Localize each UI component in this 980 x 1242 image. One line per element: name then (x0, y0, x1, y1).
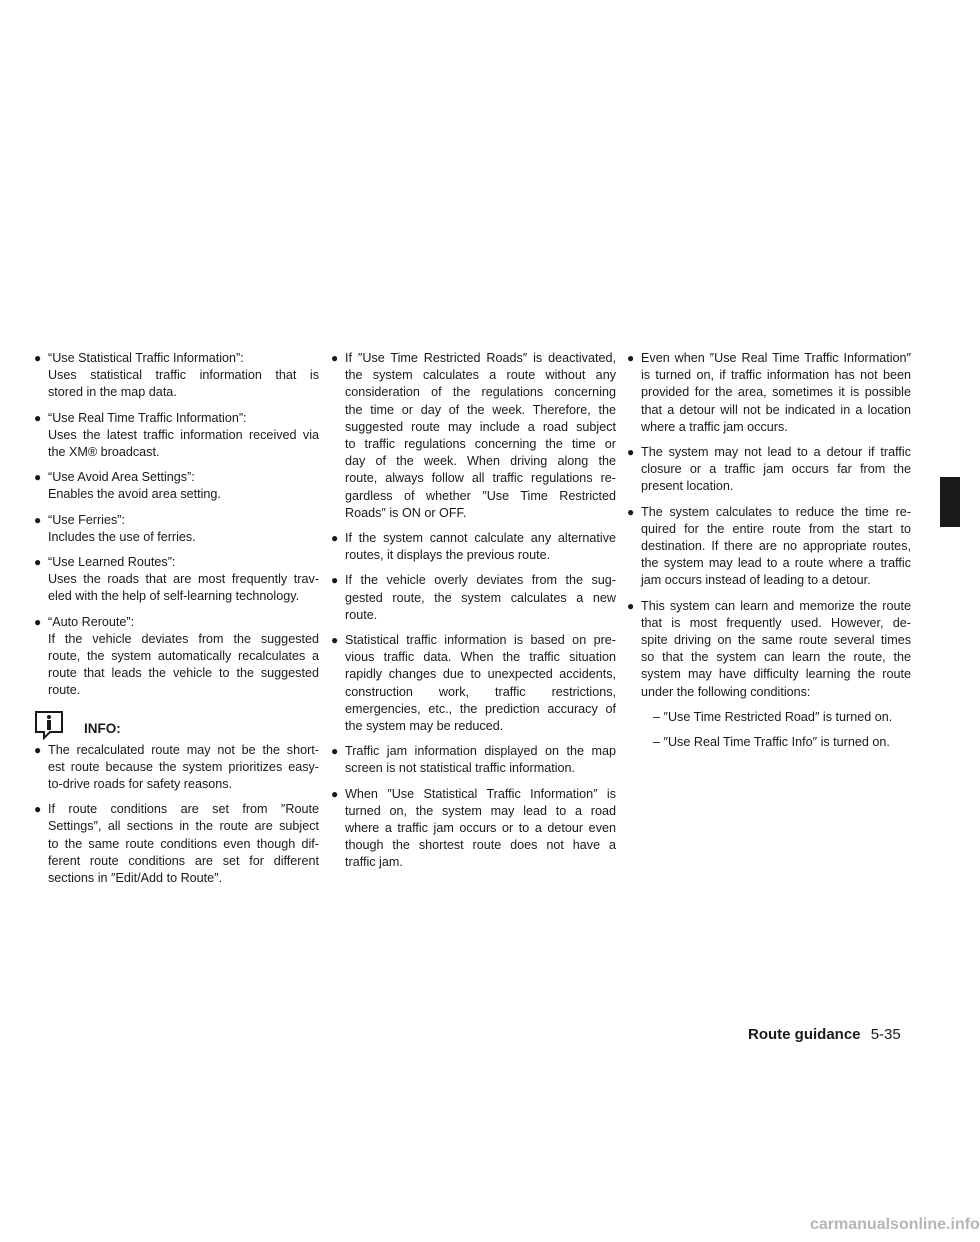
text-line: The recalculated route may not be the short- (48, 742, 319, 757)
bullet-item (331, 530, 616, 564)
text-line: the system may be reduced. (345, 719, 504, 734)
text-line: route, the system automatically recalculates a (48, 649, 319, 664)
text-line: This system can learn and memorize the route (641, 598, 911, 613)
text-line: vious traffic data. When the traffic situation (345, 650, 616, 665)
text-line: The system calculates to reduce the time re- (641, 504, 911, 519)
bullet-item (331, 632, 616, 735)
bullet-item (331, 350, 616, 522)
bullet-icon: ● (331, 573, 339, 588)
text-line: route. (345, 607, 378, 622)
column-1 (34, 350, 319, 895)
setting-title: “Use Ferries”: (48, 512, 125, 527)
text-line: the time or day of the week. Therefore, the (345, 402, 616, 417)
info-icon (34, 710, 64, 740)
text-line: destination. If there are no appropriate routes, (641, 539, 911, 554)
condition-item: – ″Use Real Time Traffic Info″ is turned on. (653, 735, 890, 750)
notes-list (331, 350, 616, 872)
bullet-icon: ● (331, 531, 339, 546)
text-line: that a detour will not be indicated in a location (641, 402, 911, 417)
text-line: Traffic jam information displayed on the map (345, 744, 616, 759)
bullet-icon: ● (627, 598, 635, 613)
text-line: system may have difficulty learning the route (641, 667, 911, 682)
bullet-icon: ● (331, 351, 339, 365)
bullet-icon: ● (627, 504, 635, 519)
bullet-item (34, 512, 319, 546)
bullet-item (331, 572, 616, 624)
chapter-tab (940, 477, 960, 527)
bullet-icon: ● (34, 742, 42, 757)
text-line: that is most frequently used. However, de- (641, 615, 911, 630)
info-label: INFO: (84, 720, 121, 736)
setting-title: “Use Statistical Traffic Information”: (48, 351, 244, 365)
text-line: If the system cannot calculate any alternative (345, 531, 616, 546)
condition-item: – ″Use Time Restricted Road″ is turned on. (653, 709, 893, 724)
text-line: route that leads the vehicle to the suggested (48, 666, 319, 681)
bullet-icon: ● (331, 744, 339, 759)
text-line: present location. (641, 479, 734, 494)
setting-title: “Use Learned Routes”: (48, 555, 176, 570)
text-line: sections in ″Edit/Add to Route″. (48, 871, 223, 886)
text-line: spite driving on the same route several times (641, 633, 911, 648)
text-line: provided for the area, sometimes it is possible (641, 385, 911, 400)
text-line: Enables the avoid area setting. (48, 487, 221, 502)
text-line: Uses the roads that are most frequently trav- (48, 572, 319, 587)
text-line: where a traffic jam occurs or to a detour even (345, 821, 616, 836)
text-line: where a traffic jam occurs. (641, 419, 788, 434)
text-line: suggested route may include a road subject (345, 419, 616, 434)
text-line: Statistical traffic information is based on pre- (345, 633, 616, 648)
text-line: route, always follow all traffic regulations re- (345, 471, 616, 486)
text-line: is turned on, if traffic information has not been (641, 368, 911, 383)
info-notes (34, 742, 319, 888)
bullet-item (331, 743, 616, 777)
text-line: est route because the system prioritizes easy- (48, 759, 319, 774)
text-line: emergencies, etc., the prediction accuracy of (345, 701, 616, 716)
bullet-item (34, 742, 319, 794)
text-line: If the vehicle deviates from the suggested (48, 631, 319, 646)
text-line: routes, it displays the previous route. (345, 548, 551, 563)
text-line: gested route, the system calculates a new (345, 590, 616, 605)
bullet-item (627, 504, 911, 590)
text-line: the system may lead to a route where a traffic (641, 556, 911, 571)
text-line: traffic jam. (345, 855, 403, 870)
text-line: to traffic regulations concerning the time or (345, 437, 616, 452)
text-line: construction work, traffic restrictions, (345, 684, 616, 699)
bullet-item (627, 350, 911, 436)
setting-title: “Use Real Time Traffic Information”: (48, 410, 247, 425)
conditions-list (627, 709, 911, 751)
text-line: Uses the latest traffic information received via (48, 427, 319, 442)
page-footer (748, 1026, 901, 1043)
bullet-icon: ● (331, 633, 339, 648)
bullet-icon: ● (627, 445, 635, 460)
text-line: If the vehicle overly deviates from the sug- (345, 573, 616, 588)
text-line: When ″Use Statistical Traffic Information″ is (345, 786, 616, 801)
text-line: to-drive roads for safety reasons. (48, 777, 233, 792)
text-line: Includes the use of ferries. (48, 529, 196, 544)
text-line: If ″Use Time Restricted Roads″ is deactivated, (345, 351, 616, 365)
text-line: the XM® broadcast. (48, 445, 160, 460)
bullet-icon: ● (331, 786, 339, 801)
text-line: though the shortest route does not have a (345, 838, 616, 853)
text-line: to the same route conditions even though dif- (48, 836, 319, 851)
text-line: turned on, the system may lead to a road (345, 803, 616, 818)
bullet-icon: ● (34, 351, 42, 365)
text-line: under the following conditions: (641, 684, 811, 699)
watermark: carmanualsonline.info (810, 1216, 980, 1233)
notes-list (627, 350, 911, 701)
bullet-item (34, 614, 319, 700)
column-2 (331, 350, 616, 880)
bullet-icon: ● (34, 470, 42, 485)
bullet-item (34, 554, 319, 606)
bullet-item (627, 598, 911, 701)
bullet-item (34, 469, 319, 503)
text-line: route. (48, 683, 81, 698)
text-line: screen is not statistical traffic information. (345, 761, 576, 776)
text-line: Even when ″Use Real Time Traffic Information″ (641, 351, 911, 365)
text-line: so that the system can learn the route, the (641, 650, 911, 665)
text-line: Roads″ is ON or OFF. (345, 505, 467, 520)
bullet-icon: ● (34, 802, 42, 817)
bullet-icon: ● (627, 351, 635, 365)
bullet-icon: ● (34, 512, 42, 527)
text-line: the system calculates a route without any (345, 368, 616, 383)
bullet-icon: ● (34, 410, 42, 425)
bullet-item (627, 444, 911, 496)
page-number: 5-35 (870, 1026, 901, 1043)
text-line: quired for the entire route from the start to (641, 521, 911, 536)
text-line: day of the week. When driving along the (345, 454, 616, 469)
column-3 (627, 350, 911, 759)
settings-list (34, 350, 319, 700)
bullet-item (34, 410, 319, 462)
bullet-item (34, 350, 319, 402)
text-line: consideration of the regulations concerning (345, 385, 616, 400)
footer-section-title: Route guidance (748, 1026, 861, 1043)
bullet-icon: ● (34, 555, 42, 570)
text-line: rapidly changes due to unexpected accidents, (345, 667, 616, 682)
text-line: gardless of whether ″Use Time Restricted (345, 488, 616, 503)
setting-title: “Use Avoid Area Settings”: (48, 470, 195, 485)
text-line: stored in the map data. (48, 385, 177, 400)
bullet-icon: ● (34, 614, 42, 629)
text-line: eled with the help of self-learning technology. (48, 589, 300, 604)
setting-title: “Auto Reroute”: (48, 614, 135, 629)
text-line: Settings″, all sections in the route are subject (48, 819, 319, 834)
info-box (34, 708, 319, 742)
text-line: If route conditions are set from ″Route (48, 802, 319, 817)
bullet-item (331, 786, 616, 872)
text-line: closure or a traffic jam occurs far from the (641, 462, 911, 477)
text-line: ferent route conditions are set for different (48, 853, 319, 868)
bullet-item (34, 801, 319, 887)
text-line: Uses statistical traffic information that is (48, 368, 319, 383)
text-line: jam occurs instead of leading to a detour. (641, 573, 871, 588)
text-line: The system may not lead to a detour if traffic (641, 445, 911, 460)
